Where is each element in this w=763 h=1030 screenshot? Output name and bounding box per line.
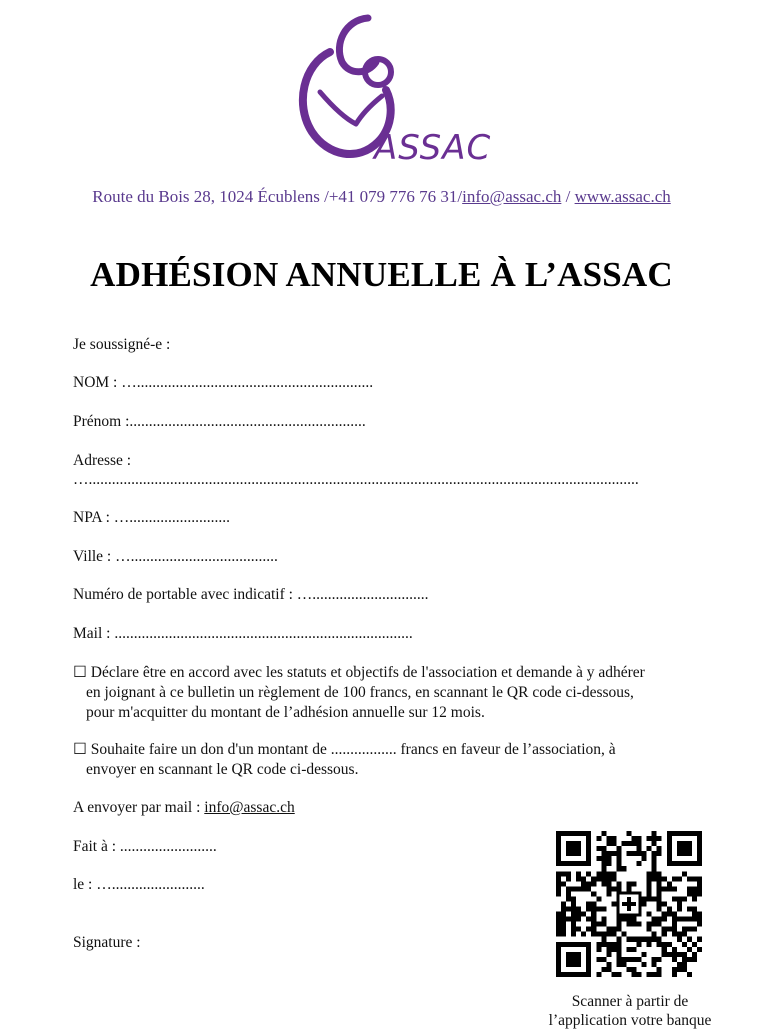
mail-field: Mail : ............................................................................. [73, 625, 413, 642]
contact-separator: / [561, 187, 575, 206]
npa-field: NPA : ….......................... [73, 509, 231, 526]
qr-caption-line-1: Scanner à partir de [571, 993, 689, 1010]
membership-line-1: ☐ Déclare être en accord avec les statuts et objectifs de l'association et demande à y adhérer [73, 664, 645, 681]
qr-caption-line-2: l’application votre banque [548, 1012, 712, 1029]
membership-checkbox-paragraph[interactable] [73, 663, 713, 723]
assac-logo [290, 14, 492, 168]
donation-checkbox-paragraph[interactable] [73, 740, 713, 780]
qr-code-icon[interactable] [556, 831, 702, 977]
contact-website-link[interactable]: www.assac.ch [574, 187, 671, 206]
donation-line-2: envoyer en scannant le QR code ci-dessous. [86, 761, 359, 778]
adresse-field: ….............................................................................................................................................. [73, 471, 639, 488]
send-by-mail-line [73, 799, 295, 817]
contact-email-link[interactable]: info@assac.ch [462, 187, 562, 206]
signature-field: Signature : [73, 934, 141, 951]
send-email-link[interactable]: info@assac.ch [204, 799, 295, 816]
contact-line [0, 187, 763, 207]
contact-address: Route du Bois 28, 1024 Écublens /+41 079 776 76 31/ [92, 187, 463, 206]
ville-field: Ville : …...................................... [73, 548, 278, 565]
prenom-field: Prénom :............................................................. [73, 413, 366, 430]
logo-text: ASSAC [374, 128, 492, 168]
fait-field: Fait à : ......................... [73, 838, 217, 855]
portable-field: Numéro de portable avec indicatif : ….............................. [73, 586, 429, 603]
qr-caption [520, 992, 740, 1030]
page-title: ADHÉSION ANNUELLE À L’ASSAC [90, 255, 673, 294]
adresse-label: Adresse : [73, 452, 132, 469]
membership-line-2: en joignant à ce bulletin un règlement de 100 francs, en scannant le QR code ci-dessous, [86, 684, 634, 701]
membership-line-3: pour m'acquitter du montant de l’adhésion annuelle sur 12 mois. [86, 704, 485, 721]
intro-label: Je soussigné-e : [73, 336, 171, 353]
nom-field: NOM : …............................................................. [73, 374, 374, 391]
date-field: le : …........................ [73, 876, 205, 893]
send-by-mail-label: A envoyer par mail : [73, 799, 205, 816]
donation-line-1: ☐ Souhaite faire un don d'un montant de ................. francs en faveur de l’association, à [73, 741, 616, 758]
